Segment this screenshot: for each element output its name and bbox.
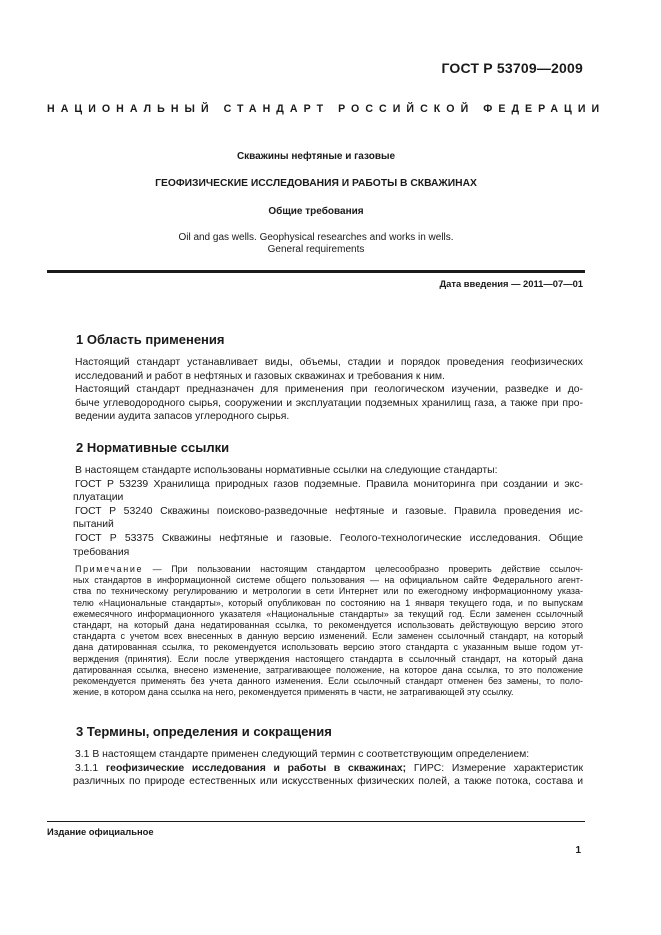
official-edition-label: Издание официальное: [47, 826, 154, 837]
document-title: ГЕОФИЗИЧЕСКИЕ ИССЛЕДОВАНИЯ И РАБОТЫ В СКВАЖИНАХ: [155, 178, 477, 189]
text-line: Настоящий стандарт предназначен для применения при геологическом изучении, разведке и до-: [75, 384, 583, 396]
text-line: ГОСТ Р 53375 Скважины нефтяные и газовые. Геолого-технологические исследования. Общие: [75, 532, 583, 544]
text-line: Настоящий стандарт устанавливает виды, объемы, стадии и порядок проведения геофизических: [75, 357, 583, 368]
text-line: плуатации: [73, 492, 124, 504]
text-line: ГОСТ Р 53240 Скважины поисково-разведочные нефтяные и газовые. Правила проведения ис-: [75, 505, 583, 517]
note-line: жение, в котором дана ссылка на него, рекомендуется применять в части, не затрагивающей эту ссылку.: [73, 687, 514, 698]
note-line: стандарт, на который дана недатированная ссылка, то рекомендуется использовать действующую версию этого: [73, 620, 583, 631]
introduction-date: Дата введения — 2011—07—01: [439, 278, 583, 289]
note-line: верждения (принятия). Если после утверждения настоящего стандарта в ссылочный стандарт, на который дана: [73, 653, 583, 664]
text-line: ГОСТ Р 53239 Хранилища природных газов подземные. Правила мониторинга при создании и экс-: [75, 478, 583, 490]
page-number: 1: [575, 845, 581, 856]
section-2-body: [75, 464, 583, 559]
english-title-line-1: Oil and gas wells. Geophysical researches and works in wells.: [178, 232, 454, 243]
note-line: дана датированная ссылка, то рекомендуется использовать версию этого стандарта с указанным выше годом ут-: [73, 642, 583, 653]
note-line: рекомендуется применять без учета данного изменения. Если ссылочный стандарт отменен без замены, то поло-: [73, 676, 583, 687]
text-line: быче углеводородного сырья, сооружении и эксплуатации подземных хранилищ газа, а также при про-: [75, 397, 583, 409]
section-3-title: 3 Термины, определения и сокращения: [76, 724, 332, 739]
note-line: стандарта с учетом всех внесенных в данную версию изменений. Если заменен ссылочный стандарт, на который: [73, 631, 583, 642]
note-line: телю «Национальные стандарты», который опубликован по состоянию на 1 января текущего года, и по выпускам: [73, 597, 583, 608]
text-line: ведении аудита запасов углеродного сырья.: [75, 411, 290, 423]
section-1-title: 1 Область применения: [76, 332, 225, 347]
note-line: датированная ссылка, внесено изменение, затрагивающее положение, на которое дана ссылка, то это положение: [73, 664, 583, 675]
text-line: различных по природе естественных или искусственных физических полей, а также потока, состава и: [73, 776, 583, 788]
text-line: В настоящем стандарте использованы нормативные ссылки на следующие стандарты:: [75, 465, 498, 476]
note-line: Примечание — При пользовании настоящим стандартом целесообразно проверить действие ссылоч-: [75, 564, 583, 574]
text-line: исследований и работ в нефтяных и газовых скважинах и требования к ним.: [75, 370, 445, 382]
text-line: пытаний: [73, 519, 114, 531]
text-line: требования: [73, 546, 130, 558]
title-rule: [47, 270, 585, 273]
national-standard-banner: НАЦИОНАЛЬНЫЙ СТАНДАРТ РОССИЙСКОЙ ФЕДЕРАЦИИ: [47, 103, 606, 115]
text-line: 3.1 В настоящем стандарте применен следующий термин с соответствующим определением:: [75, 749, 530, 760]
section-2-title: 2 Нормативные ссылки: [76, 440, 230, 455]
note-line: ства по техническому регулированию и метрологии в сети Интернет или по ежегодному информационному указа-: [73, 586, 583, 597]
document-general-heading: Общие требования: [268, 206, 364, 217]
note-block: [75, 564, 583, 698]
defined-term: геофизические исследования и работы в скважинах;: [105, 762, 407, 774]
footer-rule: [47, 821, 585, 822]
section-1-body: [75, 356, 583, 424]
english-title-line-2: General requirements: [267, 244, 365, 255]
note-label: Примечание: [75, 564, 144, 574]
document-subtitle: Скважины нефтяные и газовые: [236, 151, 396, 162]
text-line: 3.1.1 геофизические исследования и работы в скважинах; ГИРС: Измерение характеристик: [75, 762, 583, 774]
note-line: ных стандартов в информационной системе общего пользования — на официальном сайте Федерального агент-: [73, 575, 583, 586]
note-line: ежемесячного информационного указателя «Национальные стандарты» за текущий год. Если заменен ссылочный: [73, 608, 583, 619]
section-3-body: [75, 748, 583, 789]
document-code: ГОСТ Р 53709—2009: [441, 60, 583, 76]
